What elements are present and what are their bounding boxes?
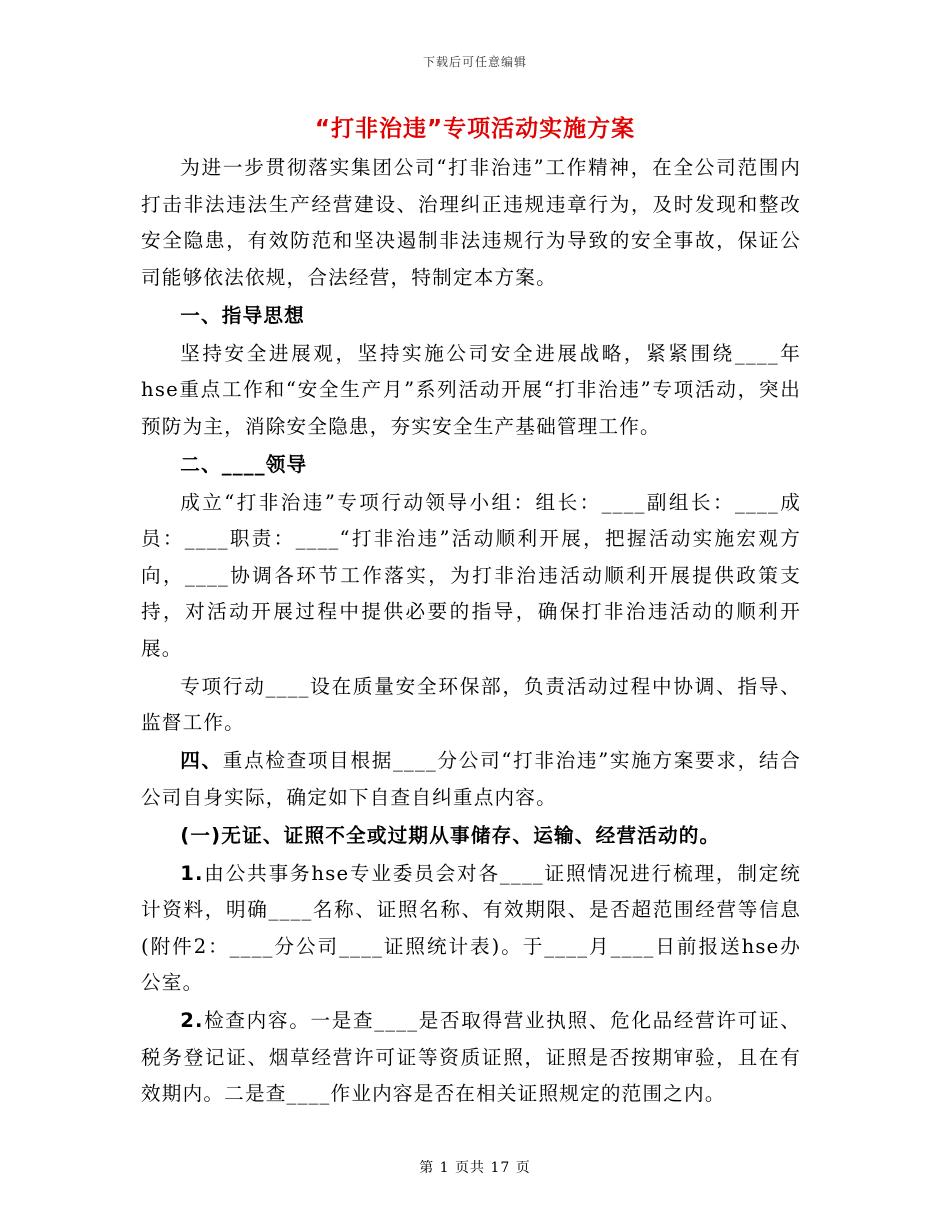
item-2-number: 2. <box>180 1009 204 1032</box>
item-1-number: 1. <box>180 861 204 885</box>
paragraph-item-1 <box>141 856 801 1002</box>
document-title: “打非治违”专项活动实施方案 <box>314 116 636 142</box>
paragraph-special-office: 专项行动____设在质量安全环保部，负责活动过程中协调、指导、监督工作。 <box>141 674 801 734</box>
key-items-text: 重点检查项目根据____分公司“打非治违”实施方案要求，结合公司自身实际，确定如下自查自纠重点内容。 <box>141 749 801 809</box>
item-2-text: 检查内容。一是查____是否取得营业执照、危化品经营许可证、税务登记证、烟草经营许可证等资质证照，证照是否按期审验，且在有效期内。二是查____作业内容是否在相关证照规定的范围之内。 <box>141 1009 801 1105</box>
section-heading-guiding-ideology: 一、指导思想 <box>180 303 305 327</box>
header-note: 下载后可任意编辑 <box>422 55 527 69</box>
paragraph-guiding-ideology: 坚持安全进展观，坚持实施公司安全进展战略，紧紧围绕____年hse重点工作和“安全生产月”系列活动开展“打非治违”专项活动，突出预防为主，消除安全隐患，夯实安全生产基础管理工作。 <box>141 341 801 438</box>
paragraph-item-2 <box>141 1003 801 1113</box>
paragraph-key-items <box>141 743 801 816</box>
item-1-text: 由公共事务hse专业委员会对各____证照情况进行梳理，制定统计资料，明确____名称、证照名称、有效期限、是否超范围经营等信息(附件2：____分公司____证照统计表)。于____月____日前报送hse办公室。 <box>141 861 801 994</box>
section-heading-leadership: 二、____领导 <box>180 452 308 476</box>
page-number: 第 1 页共 17 页 <box>419 1160 531 1176</box>
paragraph-leadership-group: 成立“打非治违”专项行动领导小组：组长：____副组长：____成员：____职责：____“打非治违”活动顺利开展，把握活动实施宏观方向，____协调各环节工作落实，为打非治违活动顺利开展提供政策支持，对活动开展过程中提供必要的指导，确保打非治违活动的顺利开展。 <box>141 490 801 660</box>
key-items-lead: 四、 <box>180 749 223 772</box>
subsection-heading-no-license: (一)无证、证照不全或过期从事储存、运输、经营活动的。 <box>180 823 721 847</box>
paragraph-intro: 为进一步贯彻落实集团公司“打非治违”工作精神，在全公司范围内打击非法违法生产经营建设、治理纠正违规违章行为，及时发现和整改安全隐患，有效防范和坚决遏制非法违规行为导致的安全事故，保证公司能够依法依规，合法经营，特制定本方案。 <box>141 156 801 289</box>
document-body <box>141 150 801 1114</box>
